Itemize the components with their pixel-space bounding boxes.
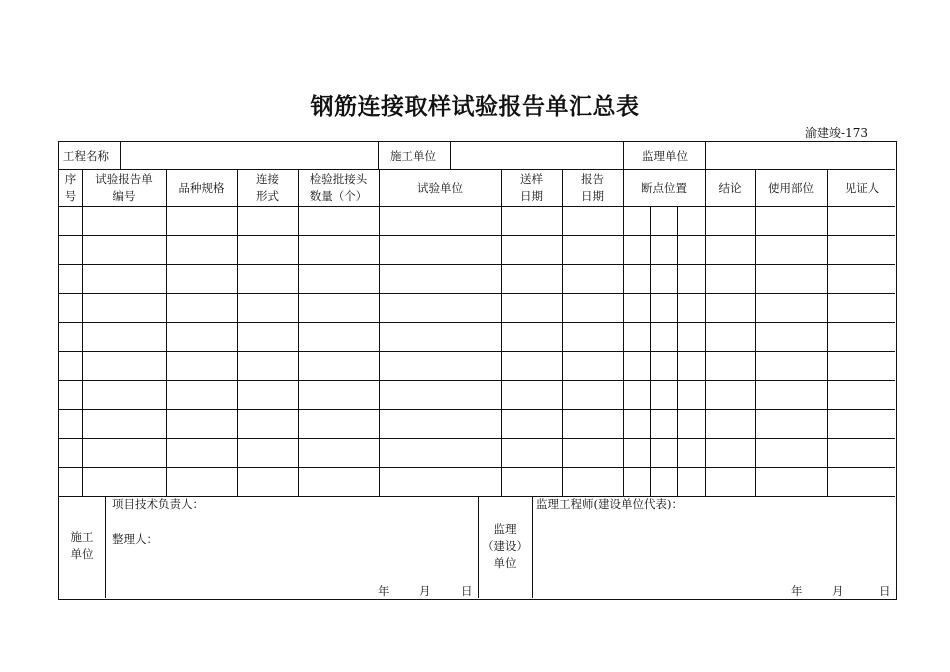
table-cell[interactable] [651,236,676,263]
construction-date-day: 日 [461,584,473,598]
column-divider [82,169,83,496]
table-cell[interactable] [167,236,236,263]
table-cell[interactable] [60,265,81,292]
row-divider [59,496,895,497]
table-cell[interactable] [83,265,165,292]
row-divider [59,264,895,265]
col-break-position-header: 断点位置 [641,181,687,195]
table-cell[interactable] [167,410,236,437]
table-cell[interactable] [167,352,236,379]
table-cell[interactable] [299,439,378,466]
summary-table [58,141,897,600]
table-cell[interactable] [502,439,561,466]
table-cell[interactable] [380,323,500,350]
table-cell[interactable] [167,381,236,408]
header-cell-divider [450,142,451,169]
table-cell[interactable] [756,352,826,379]
table-cell[interactable] [299,294,378,321]
page-title: 钢筋连接取样试验报告单汇总表 [310,93,640,120]
table-cell[interactable] [380,207,500,234]
supervision-date-year: 年 [791,584,803,598]
table-cell[interactable] [624,439,649,466]
header-cell-divider [120,142,121,169]
column-divider [705,169,706,496]
table-cell[interactable] [651,439,676,466]
table-cell[interactable] [756,294,826,321]
table-cell[interactable] [828,207,894,234]
table-cell[interactable] [299,410,378,437]
table-cell[interactable] [563,468,622,495]
table-cell[interactable] [756,207,826,234]
supervision-engineer-label: 监理工程师(建设单位代表)： [536,497,683,511]
table-cell[interactable] [380,439,500,466]
column-divider [623,169,624,496]
table-cell[interactable] [706,410,754,437]
col-seq-header: 序 号 [64,172,77,203]
table-cell[interactable] [167,207,236,234]
table-cell[interactable] [678,468,704,495]
column-divider [827,169,828,496]
table-cell[interactable] [83,468,165,495]
table-cell[interactable] [828,410,894,437]
table-cell[interactable] [502,410,561,437]
table-cell[interactable] [706,352,754,379]
table-cell[interactable] [60,236,81,263]
table-cell[interactable] [756,323,826,350]
table-cell[interactable] [563,323,622,350]
break-subcolumn-divider [650,206,651,496]
table-cell[interactable] [83,323,165,350]
table-cell[interactable] [60,207,81,234]
table-cell[interactable] [563,439,622,466]
organizer-label: 整理人： [112,532,158,546]
table-cell[interactable] [678,352,704,379]
table-cell[interactable] [299,352,378,379]
table-cell[interactable] [83,294,165,321]
header-cell-divider [623,142,624,169]
table-cell[interactable] [756,410,826,437]
col-witness-header: 见证人 [844,181,880,195]
table-cell[interactable] [624,265,649,292]
table-cell[interactable] [502,381,561,408]
table-cell[interactable] [238,468,297,495]
table-cell[interactable] [380,352,500,379]
table-cell[interactable] [678,410,704,437]
col-joint-form-header: 连接 形式 [256,172,279,203]
table-cell[interactable] [624,410,649,437]
table-cell[interactable] [238,207,297,234]
header-row-divider [59,169,895,170]
table-cell[interactable] [167,294,236,321]
table-cell[interactable] [678,323,704,350]
table-cell[interactable] [60,468,81,495]
row-divider [59,322,895,323]
table-cell[interactable] [563,352,622,379]
table-cell[interactable] [651,207,676,234]
table-cell[interactable] [299,265,378,292]
table-cell[interactable] [706,439,754,466]
table-cell[interactable] [83,352,165,379]
table-cell[interactable] [706,265,754,292]
column-divider [501,169,502,496]
table-cell[interactable] [624,323,649,350]
table-cell[interactable] [756,381,826,408]
table-cell[interactable] [651,468,676,495]
table-cell[interactable] [83,439,165,466]
table-cell[interactable] [83,236,165,263]
table-cell[interactable] [828,236,894,263]
footer-divider [478,496,479,598]
col-spec-header: 品种规格 [178,181,225,195]
col-report-no-header: 试验报告单 编号 [95,172,153,203]
table-cell[interactable] [624,381,649,408]
table-cell[interactable] [706,294,754,321]
table-cell[interactable] [502,207,561,234]
header-cell-divider [378,142,379,169]
col-test-unit-header: 试验单位 [417,181,463,195]
table-cell[interactable] [828,265,894,292]
table-cell[interactable] [651,381,676,408]
table-cell[interactable] [238,265,297,292]
table-cell[interactable] [756,439,826,466]
table-cell[interactable] [828,323,894,350]
table-cell[interactable] [678,265,704,292]
form-code: 渝建竣-173 [805,126,868,140]
table-cell[interactable] [828,352,894,379]
supervision-date-day: 日 [879,584,891,598]
project-name-field[interactable] [120,142,378,169]
table-cell[interactable] [706,468,754,495]
table-cell[interactable] [756,468,826,495]
construction-unit-label: 施工单位 [390,149,436,163]
col-batch-qty-header: 检验批接头 数量（个） [309,172,368,203]
footer-divider [105,496,106,598]
table-cell[interactable] [651,352,676,379]
table-cell[interactable] [238,410,297,437]
table-cell[interactable] [706,323,754,350]
table-cell[interactable] [502,352,561,379]
table-cell[interactable] [60,381,81,408]
table-cell[interactable] [828,294,894,321]
table-cell[interactable] [60,352,81,379]
project-name-label: 工程名称 [63,149,109,163]
table-cell[interactable] [563,207,622,234]
table-cell[interactable] [83,410,165,437]
table-cell[interactable] [238,323,297,350]
table-cell[interactable] [299,468,378,495]
row-divider [59,293,895,294]
column-divider [298,169,299,496]
column-divider [379,169,380,496]
table-cell[interactable] [624,207,649,234]
table-cell[interactable] [238,381,297,408]
table-cell[interactable] [167,468,236,495]
table-cell[interactable] [828,468,894,495]
table-cell[interactable] [167,323,236,350]
supervision-unit-label: 监理单位 [642,149,688,163]
table-cell[interactable] [651,323,676,350]
table-cell[interactable] [380,265,500,292]
table-cell[interactable] [624,294,649,321]
header-cell-divider [705,142,706,169]
table-cell[interactable] [502,265,561,292]
column-divider [755,169,756,496]
table-cell[interactable] [60,439,81,466]
table-cell[interactable] [167,439,236,466]
table-cell[interactable] [380,410,500,437]
table-cell[interactable] [828,381,894,408]
table-cell[interactable] [678,294,704,321]
table-cell[interactable] [299,323,378,350]
table-cell[interactable] [563,381,622,408]
table-cell[interactable] [706,207,754,234]
col-report-date-header: 报告 日期 [581,172,604,203]
table-cell[interactable] [651,410,676,437]
col-conclusion-header: 结论 [718,181,742,195]
construction-date-year: 年 [378,584,390,598]
table-cell[interactable] [828,439,894,466]
table-cell[interactable] [380,381,500,408]
footer-divider [532,496,533,598]
construction-unit-sign-label: 施工 单位 [70,530,94,561]
supervision-date-month: 月 [832,584,844,598]
table-cell[interactable] [706,381,754,408]
table-cell[interactable] [299,207,378,234]
table-cell[interactable] [502,323,561,350]
row-divider [59,235,895,236]
table-cell[interactable] [756,236,826,263]
table-cell[interactable] [299,236,378,263]
table-cell[interactable] [651,294,676,321]
construction-date-month: 月 [419,584,431,598]
row-divider [59,380,895,381]
row-divider [59,438,895,439]
table-cell[interactable] [380,294,500,321]
column-divider [237,169,238,496]
table-cell[interactable] [502,468,561,495]
table-cell[interactable] [238,352,297,379]
row-divider [59,409,895,410]
column-divider [562,169,563,496]
table-cell[interactable] [678,381,704,408]
table-cell[interactable] [83,207,165,234]
table-cell[interactable] [380,236,500,263]
table-cell[interactable] [238,439,297,466]
table-cell[interactable] [238,294,297,321]
table-cell[interactable] [563,410,622,437]
table-cell[interactable] [624,236,649,263]
supervision-unit-sign-label: 监理 （建设） 单位 [482,522,528,570]
break-subcolumn-divider [677,206,678,496]
table-cell[interactable] [502,236,561,263]
table-cell[interactable] [563,236,622,263]
table-cell[interactable] [563,294,622,321]
col-sample-date-header: 送样 日期 [520,172,543,203]
table-cell[interactable] [60,323,81,350]
table-cell[interactable] [563,265,622,292]
table-cell[interactable] [678,207,704,234]
table-cell[interactable] [299,381,378,408]
table-cell[interactable] [756,265,826,292]
construction-unit-field[interactable] [450,142,623,169]
table-cell[interactable] [60,294,81,321]
table-cell[interactable] [83,381,165,408]
table-cell[interactable] [167,265,236,292]
col-usage-header: 使用部位 [768,181,814,195]
row-divider [59,351,895,352]
table-cell[interactable] [60,410,81,437]
column-divider [166,169,167,496]
table-cell[interactable] [706,236,754,263]
table-cell[interactable] [624,468,649,495]
table-cell[interactable] [502,294,561,321]
table-cell[interactable] [380,468,500,495]
tech-lead-label: 项目技术负责人： [112,497,204,511]
table-cell[interactable] [678,236,704,263]
supervision-unit-field[interactable] [705,142,895,169]
table-cell[interactable] [624,352,649,379]
row-divider [59,467,895,468]
row-divider [59,206,895,207]
table-cell[interactable] [238,236,297,263]
table-cell[interactable] [651,265,676,292]
table-cell[interactable] [678,439,704,466]
